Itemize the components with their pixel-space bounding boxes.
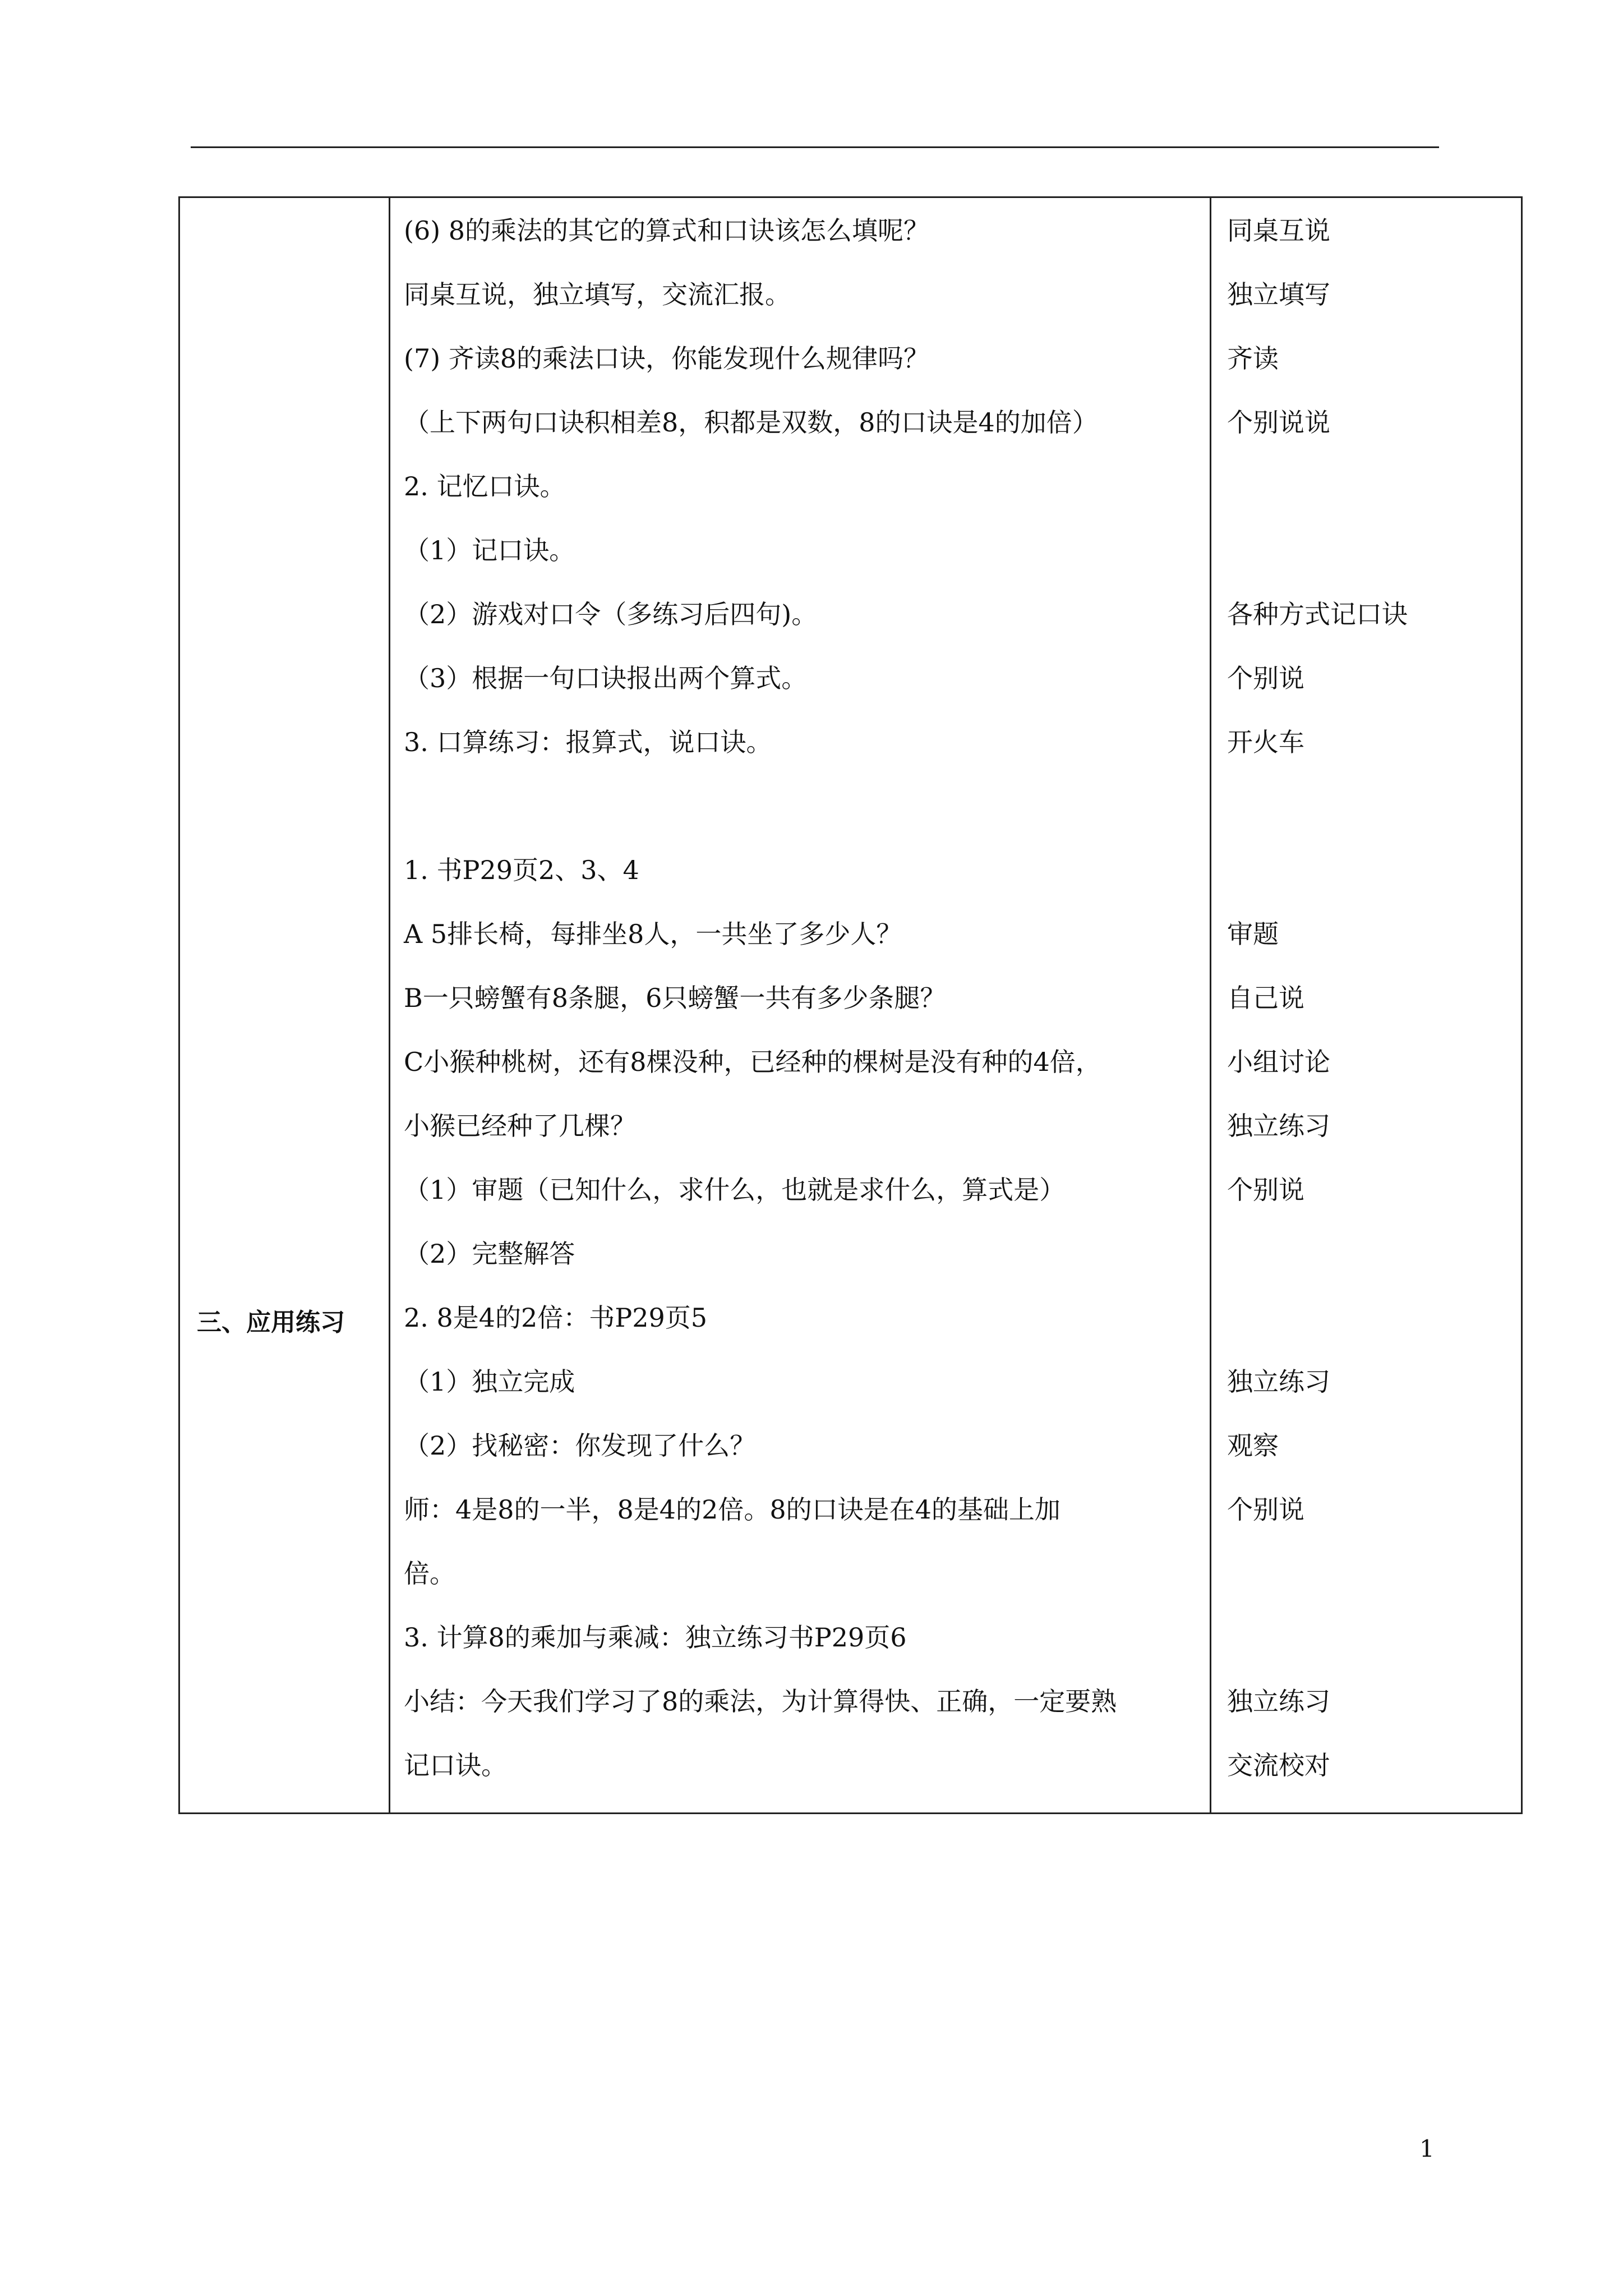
lesson-plan-table — [178, 196, 1523, 1814]
teacher-activity-line: （1）记口诀。 — [404, 535, 575, 565]
student-activity-line — [1227, 533, 1521, 597]
teacher-activity-line: （2）完整解答 — [404, 1239, 575, 1269]
stage-cell — [179, 197, 390, 1814]
student-activity-line — [1227, 1557, 1521, 1621]
student-activity-line: 独立练习 — [1227, 1686, 1330, 1717]
student-activity-line: 个别说 — [1227, 1175, 1304, 1205]
teacher-activity-line: 倍。 — [404, 1558, 455, 1589]
student-activity-line — [1227, 470, 1521, 533]
student-activity-line: 各种方式记口诀 — [1227, 599, 1408, 629]
student-activity-lines — [1211, 198, 1521, 1812]
teacher-activity-line: （1）审题（已知什么，求什么，也就是求什么，算式是） — [404, 1175, 1066, 1205]
teacher-activity-line: 1. 书P29页2、3、4 — [404, 855, 639, 885]
teacher-activity-line: （2）游戏对口令（多练习后四句)。 — [404, 599, 818, 629]
student-activity-line: 开火车 — [1227, 727, 1304, 757]
student-activity-line: 小组讨论 — [1227, 1047, 1330, 1077]
teacher-activity-line: (7) 齐读8的乘法口诀，你能发现什么规律吗？ — [404, 343, 930, 374]
teacher-activity-lines — [390, 198, 1210, 1812]
student-activity-line: 独立练习 — [1227, 1111, 1330, 1141]
teacher-activity-line: 记口诀。 — [404, 1750, 507, 1780]
teacher-activity-cell — [390, 197, 1211, 1814]
student-activity-line: 独立填写 — [1227, 279, 1330, 310]
header-rule — [191, 146, 1439, 148]
table-row — [179, 197, 1522, 1814]
student-activity-line: 同桌互说 — [1227, 215, 1330, 246]
student-activity-line — [1227, 853, 1521, 917]
teacher-activity-line: 同桌互说，独立填写，交流汇报。 — [404, 279, 791, 310]
teacher-activity-line: B一只螃蟹有8条腿，6只螃蟹一共有多少条腿？ — [404, 983, 946, 1013]
teacher-activity-line: 3. 口算练习：报算式，说口诀。 — [404, 727, 772, 757]
teacher-activity-line: 3. 计算8的乘加与乘减：独立练习书P29页6 — [404, 1622, 907, 1653]
student-activity-line: 自己说 — [1227, 983, 1304, 1013]
student-activity-line — [1227, 1237, 1521, 1301]
teacher-activity-line: （3）根据一句口诀报出两个算式。 — [404, 663, 808, 693]
student-activity-line — [1227, 1301, 1521, 1365]
teacher-activity-line: C小猴种桃树，还有8棵没种，已经种的棵树是没有种的4倍， — [404, 1047, 1101, 1077]
teacher-activity-line: (6) 8的乘法的其它的算式和口诀该怎么填呢？ — [404, 215, 930, 246]
student-activity-line: 观察 — [1227, 1430, 1279, 1461]
teacher-activity-line: （2）找秘密：你发现了什么？ — [404, 1430, 756, 1461]
teacher-activity-line: （1）独立完成 — [404, 1366, 575, 1397]
student-activity-line: 独立练习 — [1227, 1366, 1330, 1397]
stage-label: 三、应用练习 — [197, 1308, 345, 1337]
teacher-activity-line: 师：4是8的一半，8是4的2倍。8的口诀是在4的基础上加 — [404, 1494, 1061, 1525]
student-activity-line: 个别说说 — [1227, 407, 1330, 438]
student-activity-line: 个别说 — [1227, 663, 1304, 693]
teacher-activity-line: 小结：今天我们学习了8的乘法，为计算得快、正确，一定要熟 — [404, 1686, 1117, 1717]
teacher-activity-line: A 5排长椅，每排坐8人，一共坐了多少人？ — [404, 919, 902, 949]
student-activity-line: 个别说 — [1227, 1494, 1304, 1525]
student-activity-line: 齐读 — [1227, 343, 1279, 374]
teacher-activity-line — [404, 789, 1210, 853]
teacher-activity-line: 2. 8是4的2倍：书P29页5 — [404, 1303, 708, 1333]
teacher-activity-line: 2. 记忆口诀。 — [404, 471, 566, 501]
student-activity-line: 审题 — [1227, 919, 1279, 949]
student-activity-line: 交流校对 — [1227, 1750, 1330, 1780]
page-number: 1 — [1419, 2135, 1435, 2162]
student-activity-cell — [1211, 197, 1522, 1814]
student-activity-line — [1227, 1621, 1521, 1685]
teacher-activity-line: 小猴已经种了几棵？ — [404, 1111, 636, 1141]
student-activity-line — [1227, 789, 1521, 853]
teacher-activity-line: （上下两句口诀积相差8，积都是双数，8的口诀是4的加倍） — [404, 407, 1098, 438]
